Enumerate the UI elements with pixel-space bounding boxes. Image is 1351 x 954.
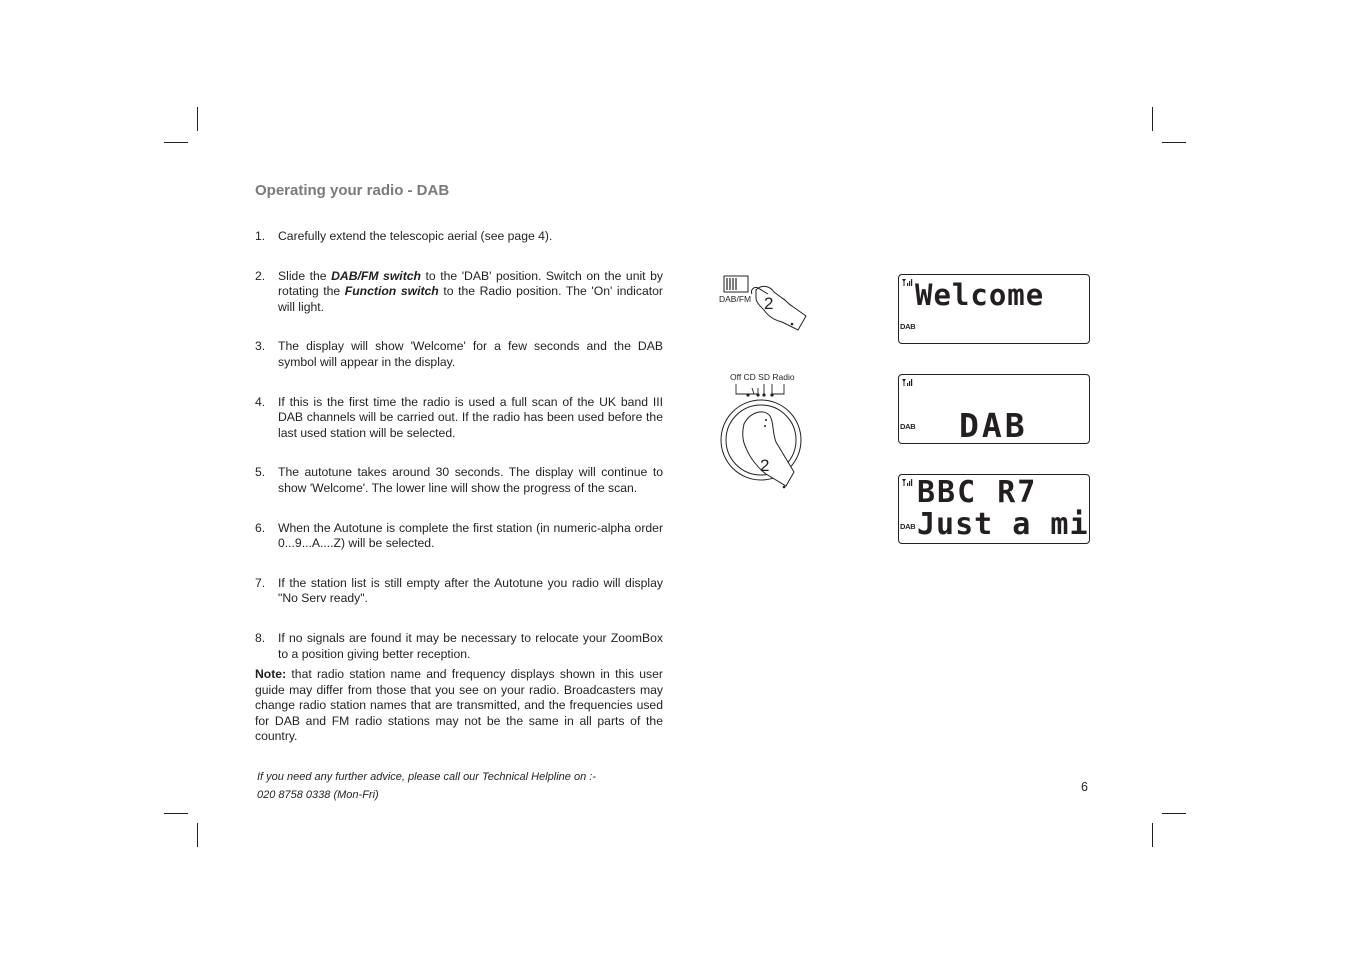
list-item [255, 576, 663, 607]
instruction-list [255, 229, 663, 662]
page-number: 6 [1081, 780, 1088, 794]
switch-label: DAB/FM [719, 294, 752, 304]
note-text: that radio station name and frequency displays shown in this user guide may differ from those that you see on your radio. Broadcasters may change radio station names that are transmitted, and the frequencies used for DAB and FM radio stations may not be the same in all parts of the country. [255, 667, 663, 744]
helpline-footer [257, 768, 596, 804]
step-text: The display will show 'Welcome' for a few seconds and the DAB symbol will appear in the display. [278, 339, 663, 369]
list-item [255, 269, 663, 316]
lcd-line-1: BBC R7 [917, 475, 1038, 510]
helpline-number: 020 8758 0338 (Mon-Fri) [257, 789, 379, 801]
callout-number: 2 [764, 294, 774, 313]
list-item [255, 395, 663, 442]
step-number: 5. [255, 465, 266, 480]
helpline-text: If you need any further advice, please call our Technical Helpline on :- [257, 771, 596, 783]
lcd-line-2: Just a mi [917, 507, 1089, 542]
step-number: 6. [255, 520, 266, 535]
list-item [255, 521, 663, 552]
step-text: Carefully extend the telescopic aerial (see page 4). [278, 229, 553, 243]
crop-mark [1152, 107, 1153, 131]
step-text: If no signals are found it may be necessary to relocate your ZoomBox to a position giving better reception. [278, 630, 663, 661]
dab-fm-switch-illustration [716, 272, 811, 334]
lcd-line-1: Welcome [915, 278, 1045, 312]
signal-strength-icon [901, 378, 913, 387]
dab-fm-switch-term: DAB/FM switch [331, 268, 421, 283]
lcd-display-station [898, 474, 1090, 544]
crop-mark [164, 142, 188, 143]
step-text: Slide the DAB/FM switch to the 'DAB' position. Switch on the unit by rotating the Function switch to the Radio position. The 'On' indicator will light. [278, 268, 663, 314]
page-title: Operating your radio - DAB [255, 182, 450, 199]
lcd-display-welcome [898, 274, 1090, 344]
list-item [255, 229, 663, 245]
step-text: If the station list is still empty after the Autotune you radio will display "No Serv ready". [278, 575, 663, 606]
step-number: 4. [255, 394, 266, 409]
crop-mark [197, 107, 198, 131]
list-item [255, 339, 663, 370]
note-label: Note: [255, 667, 287, 681]
crop-mark [197, 823, 198, 847]
crop-mark [1152, 823, 1153, 847]
dab-indicator: DAB [900, 422, 916, 431]
dial-positions-label: Off CD SD Radio [730, 372, 795, 382]
step-text: The autotune takes around 30 seconds. The display will continue to show 'Welcome'. The lower line will show the progress of the scan. [278, 465, 663, 495]
lcd-display-dab [898, 374, 1090, 444]
crop-mark [1162, 142, 1186, 143]
list-item [255, 631, 663, 662]
step-number: 1. [255, 229, 266, 243]
step-number: 2. [255, 268, 266, 283]
function-switch-term: Function switch [344, 284, 439, 299]
callout-number: 2 [760, 456, 770, 475]
step-text: If this is the first time the radio is used a full scan of the UK band III DAB channels will be carried out. If the radio has been used before the last used station will be selected. [278, 394, 663, 440]
dab-indicator: DAB [900, 322, 916, 331]
step-number: 3. [255, 339, 266, 354]
step-text: When the Autotune is complete the first station (in numeric-alpha order 0...9...A....Z) will be selected. [278, 520, 663, 551]
lcd-line-2: DAB [959, 406, 1028, 445]
function-dial-illustration [714, 372, 810, 500]
step-number: 7. [255, 575, 266, 590]
list-item [255, 465, 663, 496]
step-number: 8. [255, 630, 266, 645]
dab-indicator: DAB [900, 522, 916, 531]
crop-mark [164, 813, 188, 814]
crop-mark [1162, 813, 1186, 814]
signal-strength-icon [901, 478, 913, 487]
note-paragraph [255, 667, 663, 745]
rotary-dial-icon [714, 372, 810, 500]
signal-strength-icon [901, 278, 913, 287]
